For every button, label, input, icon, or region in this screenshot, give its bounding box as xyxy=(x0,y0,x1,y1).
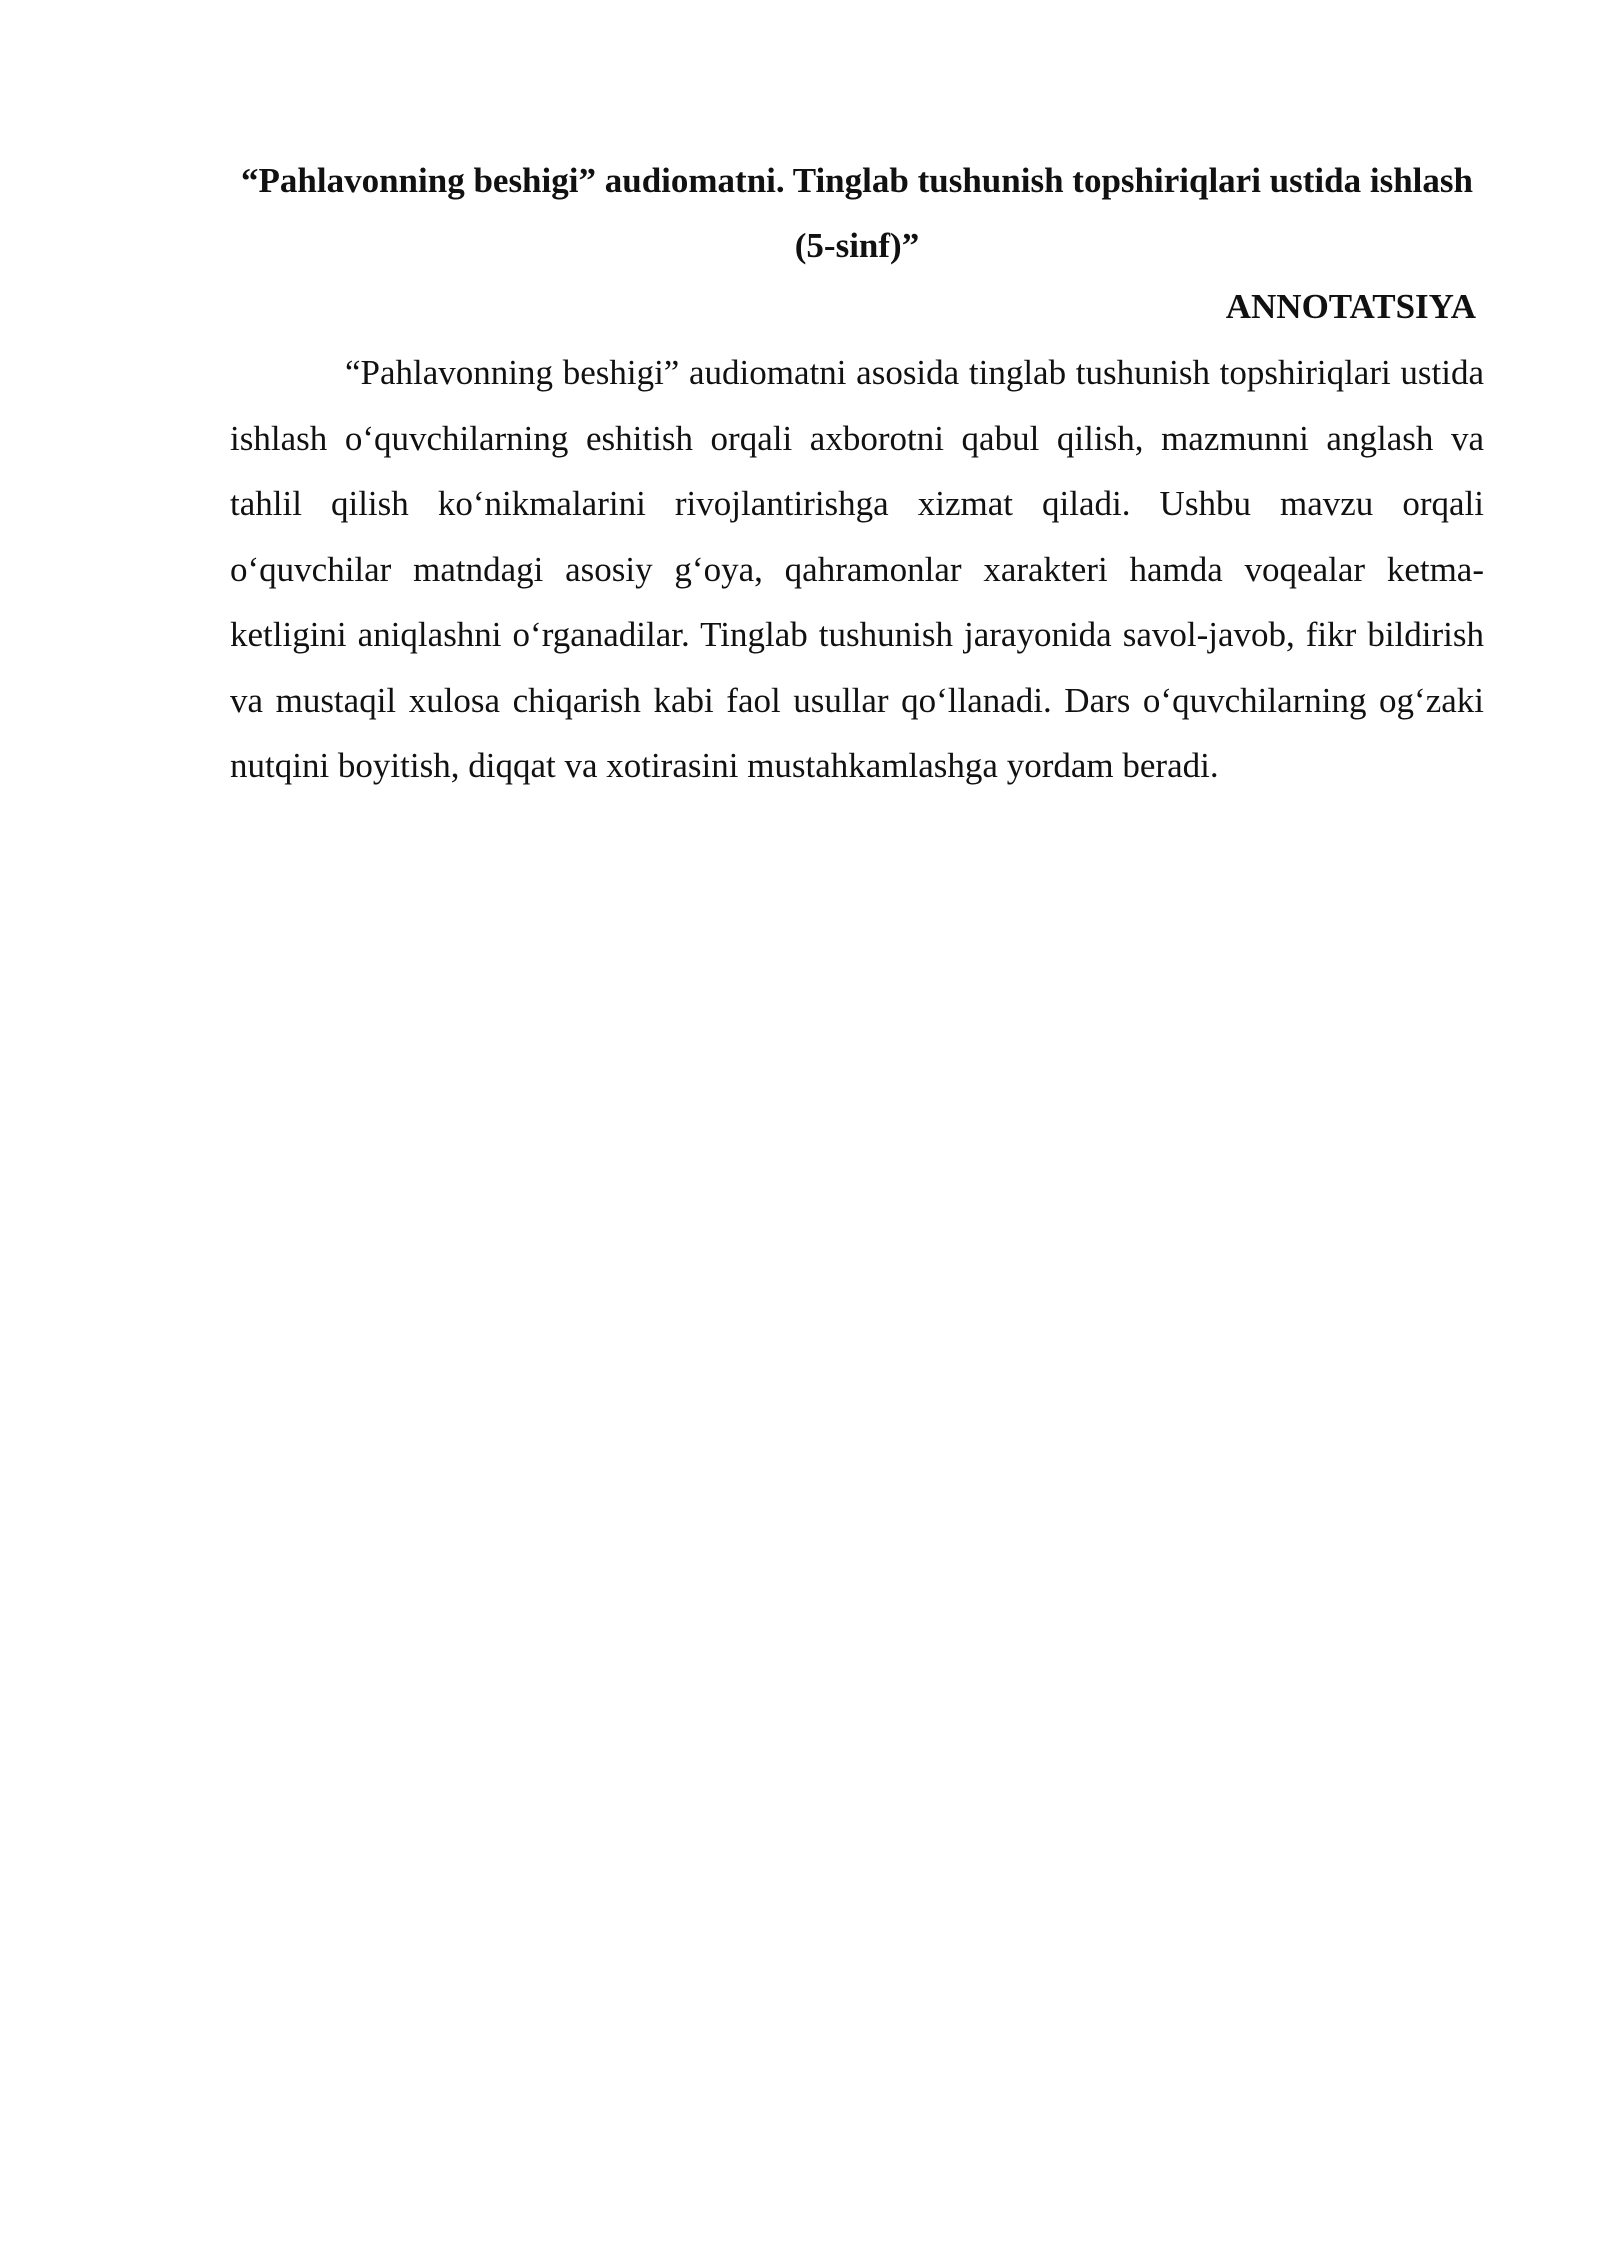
annotation-paragraph: “Pahlavonning beshigi” audiomatni asosida tinglab tushunish topshiriqlari ustida ishlash o‘quvchilarning eshitish orqali axborotni qabul qilish, mazmunni anglash va tahlil qilish ko‘nikmalarini rivojlantirishga xizmat qiladi. Ushbu mavzu orqali o‘quvchilar matndagi asosiy g‘oya, qahramonlar xarakteri hamda voqealar ketma-ketligini aniqlashni o‘rganadilar. Tinglab tushunish jarayonida savol-javob, fikr bildirish va mustaqil xulosa chiqarish kabi faol usullar qo‘llanadi. Dars o‘quvchilarning og‘zaki nutqini boyitish, diqqat va xotirasini mustahkamlashga yordam beradi. xyxy=(230,353,1484,785)
annotation-heading: ANNOTATSIYA xyxy=(1225,287,1476,326)
document-title: “Pahlavonning beshigi” audiomatni. Tinglab tushunish topshiriqlari ustida ishlash (5-sinf)” xyxy=(241,161,1473,265)
